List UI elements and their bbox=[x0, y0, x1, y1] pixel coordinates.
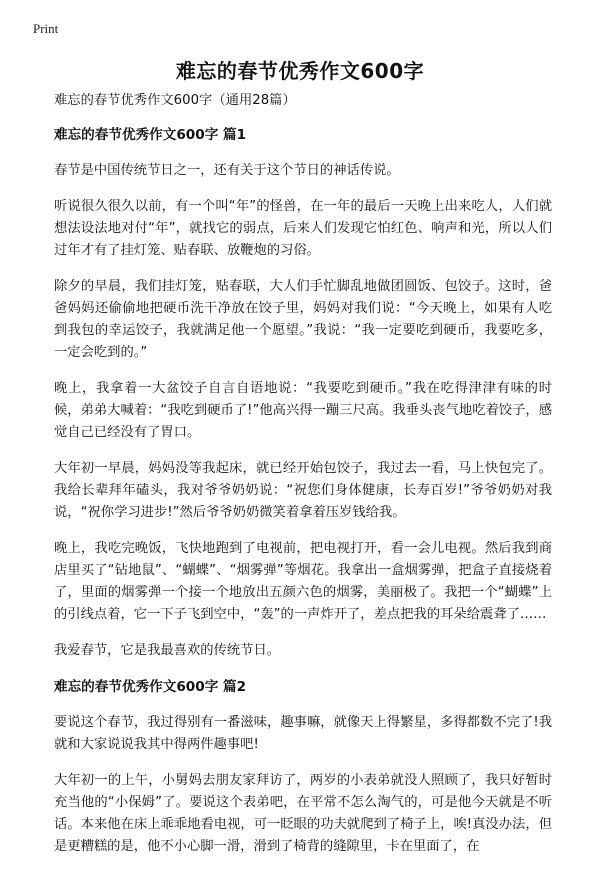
article-body bbox=[54, 90, 552, 872]
paragraph: 除夕的早晨，我们挂灯笼，贴春联，大人们手忙脚乱地做团圆饭、包饺子。这时，爸爸妈妈还偷偷地把硬币洗干净放在饺子里，妈妈对我们说：“今天晚上，如果有人吃到我包的幸运饺子，我就满足他一个愿望。”我说：“我一定要吃到硬币，我要吃多，一定会吃到的。” bbox=[54, 279, 552, 360]
print-link[interactable]: Print bbox=[33, 21, 59, 36]
section-heading: 难忘的春节优秀作文600字 篇1 bbox=[54, 127, 247, 143]
section-heading: 难忘的春节优秀作文600字 篇2 bbox=[54, 679, 247, 695]
paragraph: 大年初一的上午，小舅妈去朋友家拜访了，两岁的小表弟就没人照顾了，我只好暂时充当他的“小保姆”了。要说这个表弟吧，在平常不怎么淘气的，可是他今天就是不听话。本来他在床上乖乖地看电视，可一眨眼的功夫就爬到了椅子上，唉!真没办法，但是更糟糕的是，他不小心脚一滑，滑到了椅背的缝隙里，卡在里面了，在 bbox=[54, 773, 552, 854]
page-title: 难忘的春节优秀作文600字 bbox=[175, 59, 425, 83]
paragraph: 听说很久很久以前，有一个叫“年”的怪兽，在一年的最后一天晚上出来吃人，人们就想法设法地对付“年”，就找它的弱点，后来人们发现它怕红色、响声和光，所以人们过年才有了挂灯笼、贴春联、放鞭炮的习俗。 bbox=[54, 199, 552, 258]
paragraph: 要说这个春节，我过得别有一番滋味，趣事嘛，就像天上得繁星，多得都数不完了!我就和大家说说我其中得两件趣事吧! bbox=[54, 715, 552, 752]
paragraph: 大年初一早晨，妈妈没等我起床，就已经开始包饺子，我过去一看，马上快包完了。我给长辈拜年磕头，我对爷爷奶奶说：“祝您们身体健康，长寿百岁!”爷爷奶奶对我说，“祝你学习进步!”然后爷爷奶奶微笑着拿着压岁钱给我。 bbox=[54, 461, 552, 520]
paragraph: 春节是中国传统节日之一，还有关于这个节日的神话传说。 bbox=[54, 163, 400, 178]
paragraph: 晚上，我拿着一大盆饺子自言自语地说：“我要吃到硬币。”我在吃得津津有味的时候，弟弟大喊着：“我吃到硬币了!”他高兴得一蹦三尺高。我垂头丧气地吃着饺子，感觉自己已经没有了胃口。 bbox=[54, 381, 552, 440]
article-subtitle: 难忘的春节优秀作文600字（通用28篇） bbox=[54, 93, 296, 108]
paragraph: 晚上，我吃完晚饭，飞快地跑到了电视前，把电视打开，看一会儿电视。然后我到商店里买了“钻地鼠”、“蝴蝶”、“烟雾弹”等烟花。我拿出一盒烟雾弹，把盒子直接烧着了，里面的烟雾弹一个接一个地放出五颜六色的烟雾，美丽极了。我把一个“蝴蝶”上的引线点着，它一下子飞到空中，“轰”的一声炸开了，差点把我的耳朵给震聋了…… bbox=[54, 541, 552, 622]
paragraph: 我爱春节，它是我最喜欢的传统节日。 bbox=[54, 643, 281, 658]
